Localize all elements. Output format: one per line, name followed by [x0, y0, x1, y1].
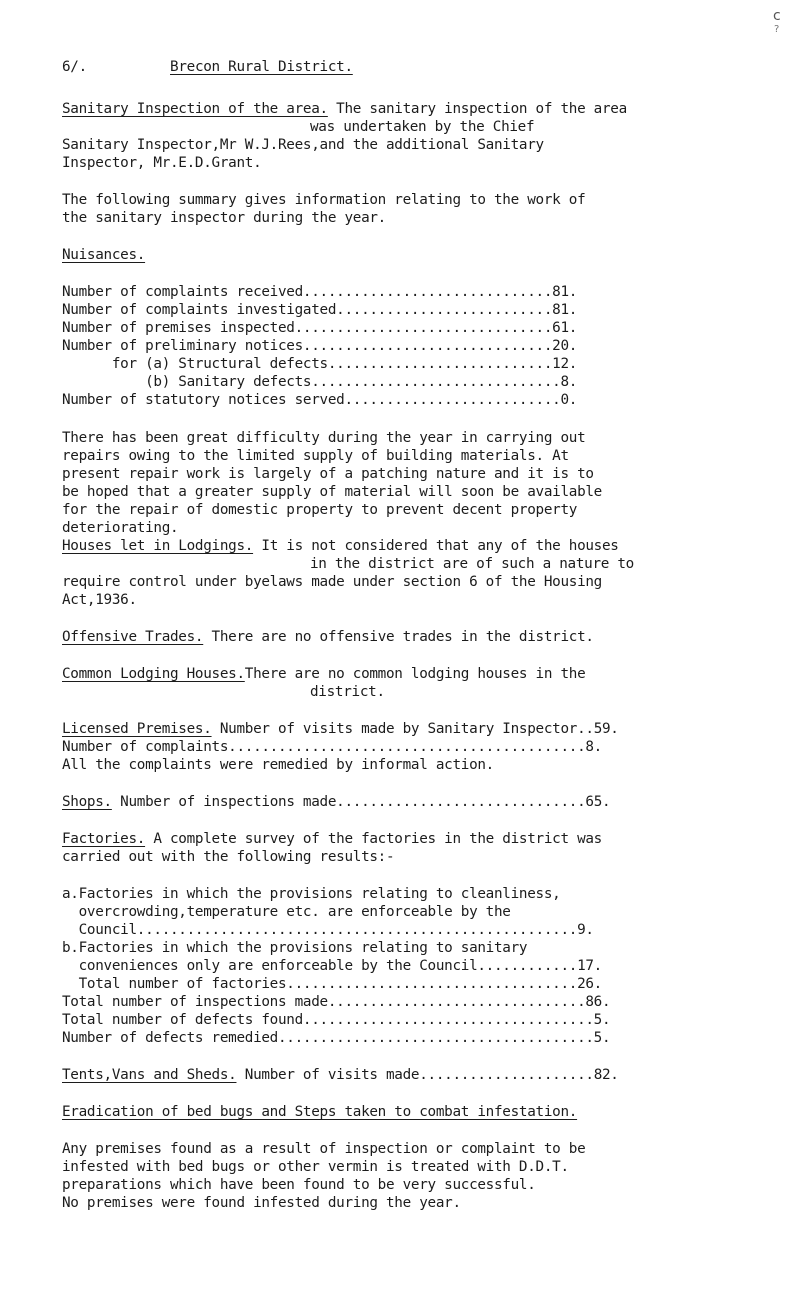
- difficulty-line: deteriorating.: [62, 520, 179, 536]
- summary-line-2: the sanitary inspector during the year.: [62, 210, 386, 226]
- factories-line-2: carried out with the following results:-: [62, 849, 395, 865]
- margin-mark-small: ?: [774, 24, 780, 35]
- intro-line-2: was undertaken by the Chief: [310, 119, 535, 135]
- section-heading-offensive-trades: Offensive Trades.: [62, 629, 204, 645]
- factory-row: a.Factories in which the provisions relating to cleanliness,: [62, 886, 561, 902]
- difficulty-line: be hoped that a greater supply of material will soon be available: [62, 484, 602, 500]
- bed-bugs-line: No premises were found infested during the year.: [62, 1195, 461, 1211]
- factories-line-1: Factories. A complete survey of the factories in the district was: [62, 831, 602, 847]
- nuisance-row: Number of complaints investigated..........................81.: [62, 302, 578, 318]
- section-heading-common-lodging: Common Lodging Houses.: [62, 666, 245, 682]
- nuisance-row: Number of preliminary notices..............................20.: [62, 338, 578, 354]
- nuisance-row: (b) Sanitary defects..............................8.: [62, 374, 578, 390]
- bed-bugs-line: preparations which have been found to be very successful.: [62, 1177, 536, 1193]
- intro-line-1: Sanitary Inspection of the area. The sanitary inspection of the area: [62, 101, 627, 117]
- factory-row: Total number of inspections made...............................86.: [62, 994, 611, 1010]
- factory-row: conveniences only are enforceable by the Council............17.: [62, 958, 602, 974]
- section-heading-lodgings: Houses let in Lodgings.: [62, 538, 254, 554]
- factory-row: Total number of factories...................................26.: [62, 976, 602, 992]
- section-heading-tents-vans-sheds: Tents,Vans and Sheds.: [62, 1067, 237, 1083]
- lodgings-line-3: require control under byelaws made under section 6 of the Housing: [62, 574, 602, 590]
- section-heading-licensed-premises: Licensed Premises.: [62, 721, 212, 737]
- factory-row: Total number of defects found...................................5.: [62, 1012, 611, 1028]
- common-lodging-line-2: district.: [310, 684, 385, 700]
- licensed-line-2: Number of complaints...........................................8.: [62, 739, 602, 755]
- licensed-line-3: All the complaints were remedied by informal action.: [62, 757, 494, 773]
- factory-row: Council.....................................................9.: [62, 922, 594, 938]
- factory-row: b.Factories in which the provisions relating to sanitary: [62, 940, 528, 956]
- common-lodging-line-1: Common Lodging Houses.There are no common lodging houses in the: [62, 666, 586, 682]
- section-heading-nuisances: Nuisances.: [62, 247, 146, 263]
- difficulty-line: for the repair of domestic property to prevent decent property: [62, 502, 578, 518]
- lodgings-line-2: in the district are of such a nature to: [310, 556, 634, 572]
- section-heading-sanitary-inspection: Sanitary Inspection of the area.: [62, 101, 328, 117]
- intro-line-3: Sanitary Inspector,Mr W.J.Rees,and the additional Sanitary: [62, 137, 544, 153]
- difficulty-line: There has been great difficulty during the year in carrying out: [62, 430, 586, 446]
- bed-bugs-line: Any premises found as a result of inspection or complaint to be: [62, 1141, 586, 1157]
- section-heading-bed-bugs: Eradication of bed bugs and Steps taken to combat infestation.: [62, 1104, 578, 1120]
- page-header: [62, 58, 353, 76]
- nuisance-row: for (a) Structural defects...........................12.: [62, 356, 578, 372]
- nuisance-row: Number of complaints received..............................81.: [62, 284, 578, 300]
- offensive-trades-line: Offensive Trades. There are no offensive trades in the district.: [62, 629, 594, 645]
- margin-mark: c: [773, 8, 781, 24]
- bed-bugs-line: infested with bed bugs or other vermin is treated with D.D.T.: [62, 1159, 569, 1175]
- lodgings-line-1: Houses let in Lodgings. It is not considered that any of the houses: [62, 538, 619, 554]
- nuisance-row: Number of premises inspected...............................61.: [62, 320, 578, 336]
- tents-line: Tents,Vans and Sheds. Number of visits made.....................82.: [62, 1067, 619, 1083]
- summary-line-1: The following summary gives information relating to the work of: [62, 192, 586, 208]
- lodgings-line-4: Act,1936.: [62, 592, 137, 608]
- intro-line-4: Inspector, Mr.E.D.Grant.: [62, 155, 262, 171]
- shops-line: Shops. Number of inspections made..............................65.: [62, 794, 611, 810]
- difficulty-line: repairs owing to the limited supply of building materials. At: [62, 448, 569, 464]
- section-heading-shops: Shops.: [62, 794, 112, 810]
- nuisance-row: Number of statutory notices served..........................0.: [62, 392, 578, 408]
- factory-row: Number of defects remedied......................................5.: [62, 1030, 611, 1046]
- licensed-line-1: Licensed Premises. Number of visits made by Sanitary Inspector..59.: [62, 721, 619, 737]
- page-number: 6/.: [62, 59, 87, 75]
- document-title: Brecon Rural District.: [170, 59, 353, 75]
- difficulty-line: present repair work is largely of a patching nature and it is to: [62, 466, 594, 482]
- section-heading-factories: Factories.: [62, 831, 146, 847]
- factory-row: overcrowding,temperature etc. are enforceable by the: [62, 904, 511, 920]
